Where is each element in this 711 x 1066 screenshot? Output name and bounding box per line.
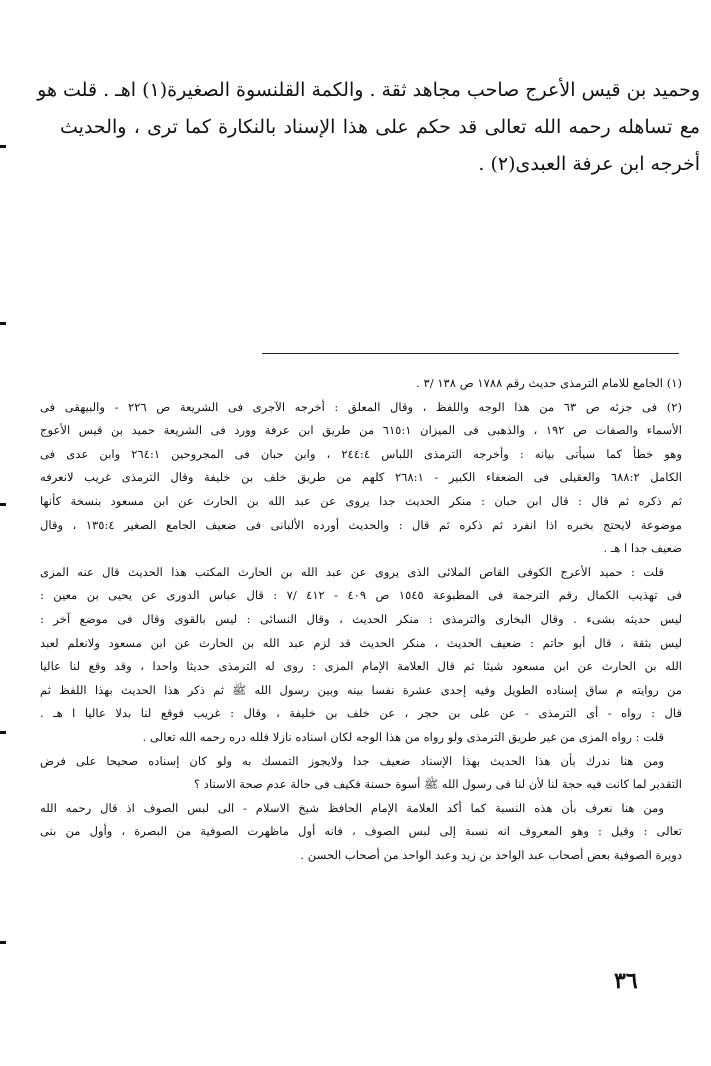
footnote-line: دويرة الصوفية بعض أصحاب عبد الواحد بن زيد وعبد الواحد من أصحاب الحسن . [300, 847, 682, 862]
footnote-line: ومن هنا نعرف بأن هذه النسبة كما أكد العلامة الإمام الحافظ شيخ الاسلام - الى لبس الصوف اذ قال رحمه الله [40, 800, 664, 815]
footnotes [40, 372, 682, 867]
footnote-line: ضعيف جدا ا هـ . [603, 541, 682, 556]
footnote-line: قلت : حميد الأعرج الكوفى القاص الملائى الذى يروى عن عبد الله بن الحارث المكتب هذا الحديث قال عنه المزى [40, 564, 664, 579]
footnote-line: (١) الجامع للامام الترمذى حديث رقم ١٧٨٨ ص ١٣٨ /٣ . [416, 376, 682, 390]
footnote-line: وهو خطأ كما سيأتى بيانه : وأخرجه الترمذى اللباس ٢٤٤:٤ ، وابن حبان فى المجروحين ٢٦٤:١ وابن عدى فى [40, 446, 682, 461]
margin-mark [0, 145, 6, 148]
footnote-line: قلت : رواه المزى من غير طريق الترمذى ولو رواه من هذا الوجه لكان اسناده نازلا فلله دره رحمه الله تعالى . [142, 729, 664, 744]
margin-mark [0, 941, 6, 944]
footnote-line: من روايته م ساق إسناده الطويل وفيه إحدى عشرة نفسا بينه وبين رسول الله ﷺ ثم ذكر هذا الحديث بهذا اللفظ ثم [40, 682, 682, 697]
footnote-line: فى تهذيب الكمال رقم الترجمة فى المطبوعة ١٥٤٥ ص ٤٠٩ - ٤١٢ /٧ : قال عباس الدورى عن يحيى بن معين : [40, 588, 683, 603]
footnote-line: موضوعة لايحتج بخبره اذا انفرد ثم ذكره ثم قال : والحديث أورده الألبانى فى ضعيف الجامع الصغير ١٣٥:٤ ، وقال [40, 517, 682, 532]
main-text [37, 72, 700, 183]
margin-mark [0, 503, 6, 506]
footnote-line: ليس حديثه بشىء . وقال البخارى والترمذى : منكر الحديث ، وقال النسائى : ليس بالقوى وقال فى موضع آخر : [40, 611, 682, 626]
footnote-line: التقدير لما كانت فيه حجة لنا لأن لنا فى رسول الله ﷺ أسوة حسنة فكيف فى حالة عدم صحة الاسناد ؟ [193, 777, 682, 792]
margin-mark [0, 731, 6, 734]
footnote-line: ثم ذكره ثم قال : قال ابن حبان : منكر الحديث جدا يروى عن عبد الله بن الحارث عن ابن مسعود بنسخة كأنها [40, 493, 682, 508]
footnote-line: (٢) فى جزئه ص ٦٣ من هذا الوجه واللفظ ، وقال المعلق : أخرجه الآجرى فى الشريعة ص ٢٢٦ - والبيهقى فى [40, 399, 682, 414]
footnote-line: ليس بثقة ، قال أبو حاتم : ضعيف الحديث ، منكر الحديث قد لزم عبد الله بن الحارث عن ابن مسعود ولانعلم لعبد [40, 635, 682, 650]
footnote-divider [262, 353, 679, 354]
margin-mark [0, 322, 6, 325]
footnote-line: تعالى : وقيل : وهو المعروف انه نسبة إلى لبس الصوف ، فانه أول ماظهرت الصوفية من البصرة ، وأول من بنى [40, 824, 682, 839]
main-text-line: مع تساهله رحمه الله تعالى قد حكم على هذا الإسناد بالنكارة كما ترى ، والحديث [60, 116, 700, 138]
footnote-line: ومن هنا ندرك بأن هذا الحديث بهذا الإسناد ضعيف جدا ولايجوز التمسك به ولو كان إسناده صحيحا على فرض [40, 753, 664, 768]
footnote-line: قال : رواه - أى الترمذى - عن على بن حجر ، عن خلف بن خليفة ، وقال : غريب فوقع لنا بدلا عاليا ا هـ . [40, 706, 683, 721]
footnote-line: الكامل ٦٨٨:٢ والعقيلى فى الضعفاء الكبير - ٢٦٨:١ كلهم من طريق خلف بن خليفة وقال الترمذى غريب لانعرفه [40, 470, 682, 485]
page-number: ٣٦ [614, 968, 638, 994]
main-text-line: وحميد بن قيس الأعرج صاحب مجاهد ثقة . والكمة القلنسوة الصغيرة(١) اهـ . قلت هو [37, 79, 700, 101]
footnote-line: الأسماء والصفات ص ١٩٢ ، والذهبى فى الميزان ٦١٥:١ من طريق ابن عرفة وورد فى الشريعة حميد بن قيس الأعوج [40, 423, 683, 438]
footnote-line: الله بن الحارث عن ابن مسعود شيئا ثم قال العلامة الإمام المزى : روى له الترمذى حديثا واحدا ، وقد وقع لنا عاليا [40, 659, 682, 674]
main-text-line: أخرجه ابن عرفة العبدى(٢) . [478, 153, 700, 175]
